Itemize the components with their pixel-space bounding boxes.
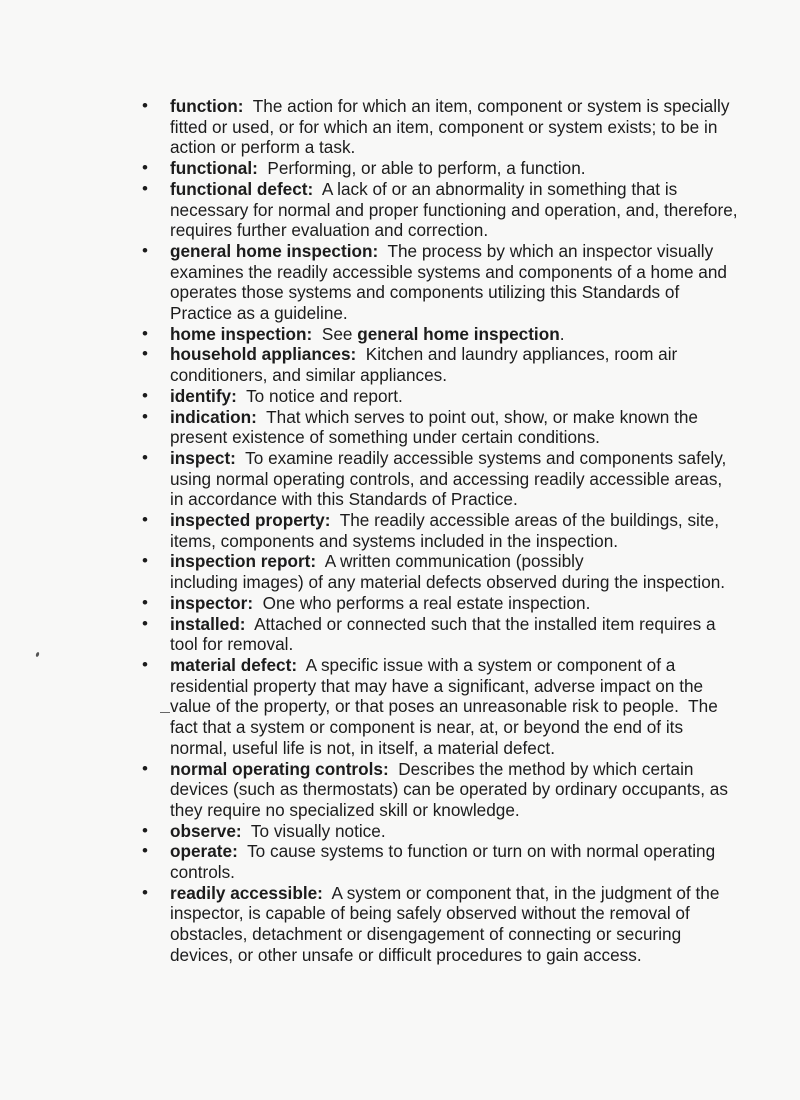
- definition-term: normal operating controls:: [170, 758, 389, 779]
- definition-text: The process by which an inspector visually examines the readily accessible systems and components of a home and operates those systems and components utilizing this Standards of Practice as a guideline.: [170, 240, 727, 324]
- bullet-icon: •: [142, 613, 148, 633]
- definition-item-readily-accessible: [142, 882, 740, 966]
- bullet-icon: •: [142, 96, 148, 115]
- definition-term: installed:: [170, 613, 246, 634]
- bullet-icon: •: [142, 882, 148, 902]
- definition-item-inspection-report: [142, 551, 740, 593]
- definition-item-normal-operating-controls: [142, 758, 740, 821]
- definitions-list: [142, 96, 740, 966]
- bullet-icon: •: [142, 592, 148, 612]
- definition-item-function: [142, 96, 740, 158]
- scan-mark: [160, 712, 170, 713]
- definition-term: identify:: [170, 385, 237, 406]
- definition-item-household-appliances: [142, 344, 740, 386]
- definition-item-functional: [142, 158, 740, 179]
- definition-text: Attached or connected such that the installed item requires a tool for removal.: [170, 613, 716, 655]
- definition-term: inspection report:: [170, 551, 317, 572]
- bullet-icon: •: [142, 240, 148, 260]
- definition-term: home inspection:: [170, 323, 313, 344]
- bullet-icon: •: [142, 820, 148, 840]
- definition-item-home-inspection: [142, 323, 740, 345]
- definition-end-punctuation: .: [559, 323, 565, 344]
- definition-item-inspect: [142, 447, 740, 510]
- definition-term: observe:: [170, 820, 242, 841]
- definition-item-functional-defect: [142, 178, 740, 241]
- definition-term: functional defect:: [170, 178, 314, 199]
- definition-item-general-home-inspection: [142, 240, 740, 324]
- definition-text: A specific issue with a system or component of a residential property that may have a significant, adverse impact on the value of the property, or that poses an unreasonable risk to people. The fact that a system or component is near, at, or beyond the end of its normal, useful life is not, in itself, a material defect.: [170, 654, 723, 758]
- definition-text: Kitchen and laundry appliances, room air conditioners, and similar appliances.: [170, 344, 678, 386]
- definition-item-observe: [142, 820, 740, 842]
- definition-term: function:: [170, 96, 244, 116]
- definition-term: material defect:: [170, 654, 298, 675]
- definition-text: A system or component that, in the judgment of the inspector, is capable of being safely observed without the removal of obstacles, detachment or disengagement of connecting or securing devices, or other unsafe or difficult procedures to gain access.: [170, 882, 720, 965]
- definition-text: To examine readily accessible systems and components safely, using normal operating controls, and accessing readily accessible areas, in accordance with this Standards of Practice.: [170, 447, 727, 510]
- definition-text: The readily accessible areas of the buildings, site, items, components and systems included in the inspection.: [170, 510, 719, 551]
- definition-term: inspected property:: [170, 510, 331, 531]
- definition-item-identify: [142, 385, 740, 407]
- definition-item-material-defect: [142, 654, 740, 759]
- definition-text: See: [321, 323, 353, 344]
- bullet-icon: •: [142, 551, 148, 571]
- bullet-icon: •: [142, 758, 148, 778]
- bullet-icon: •: [142, 447, 148, 467]
- definition-text: Describes the method by which certain devices (such as thermostats) can be operated by ordinary occupants, as they require no specialized skill or knowledge.: [170, 758, 728, 820]
- definition-text: The action for which an item, component or system is specially fitted or used, or for which an item, component or system exists; to be in action or perform a task.: [170, 96, 730, 158]
- definition-text: To notice and report.: [246, 385, 403, 406]
- definition-item-installed: [142, 613, 740, 655]
- definition-text: To visually notice.: [250, 820, 386, 841]
- bullet-icon: •: [142, 510, 148, 530]
- definition-item-operate: [142, 841, 740, 883]
- definition-term: general home inspection:: [170, 240, 379, 261]
- bullet-icon: •: [142, 158, 148, 178]
- definition-term: operate:: [170, 841, 238, 862]
- definition-term: readily accessible:: [170, 882, 323, 903]
- definition-term: household appliances:: [170, 344, 357, 365]
- bullet-icon: •: [142, 406, 148, 426]
- definition-item-indication: [142, 406, 740, 448]
- bullet-icon: •: [142, 841, 148, 861]
- definition-term: inspector:: [170, 592, 254, 613]
- definition-term: inspect:: [170, 447, 236, 468]
- definition-text-continued: including images) of any material defects observed during the inspection.: [170, 572, 726, 593]
- definition-text: A written communication (possibly: [324, 551, 584, 572]
- definition-text: That which serves to point out, show, or make known the present existence of something under certain conditions.: [170, 406, 698, 448]
- bullet-icon: •: [142, 344, 148, 364]
- definition-term: indication:: [170, 406, 257, 427]
- definition-item-inspector: [142, 592, 740, 614]
- definition-text: A lack of or an abnormality in something that is necessary for normal and proper functioning and operation, and, therefore, requires further evaluation and correction.: [170, 178, 738, 241]
- bullet-icon: •: [142, 323, 148, 343]
- definition-text: To cause systems to function or turn on with normal operating controls.: [170, 841, 716, 883]
- bullet-icon: •: [142, 385, 148, 405]
- definition-item-inspected-property: [142, 510, 740, 551]
- definition-term: functional:: [170, 158, 258, 179]
- definition-text: Performing, or able to perform, a function.: [267, 158, 586, 179]
- bullet-icon: •: [142, 654, 148, 674]
- scan-speck: [35, 652, 40, 658]
- bullet-icon: •: [142, 178, 148, 198]
- definition-cross-reference: general home inspection: [357, 323, 560, 344]
- definition-text: One who performs a real estate inspection.: [262, 592, 591, 613]
